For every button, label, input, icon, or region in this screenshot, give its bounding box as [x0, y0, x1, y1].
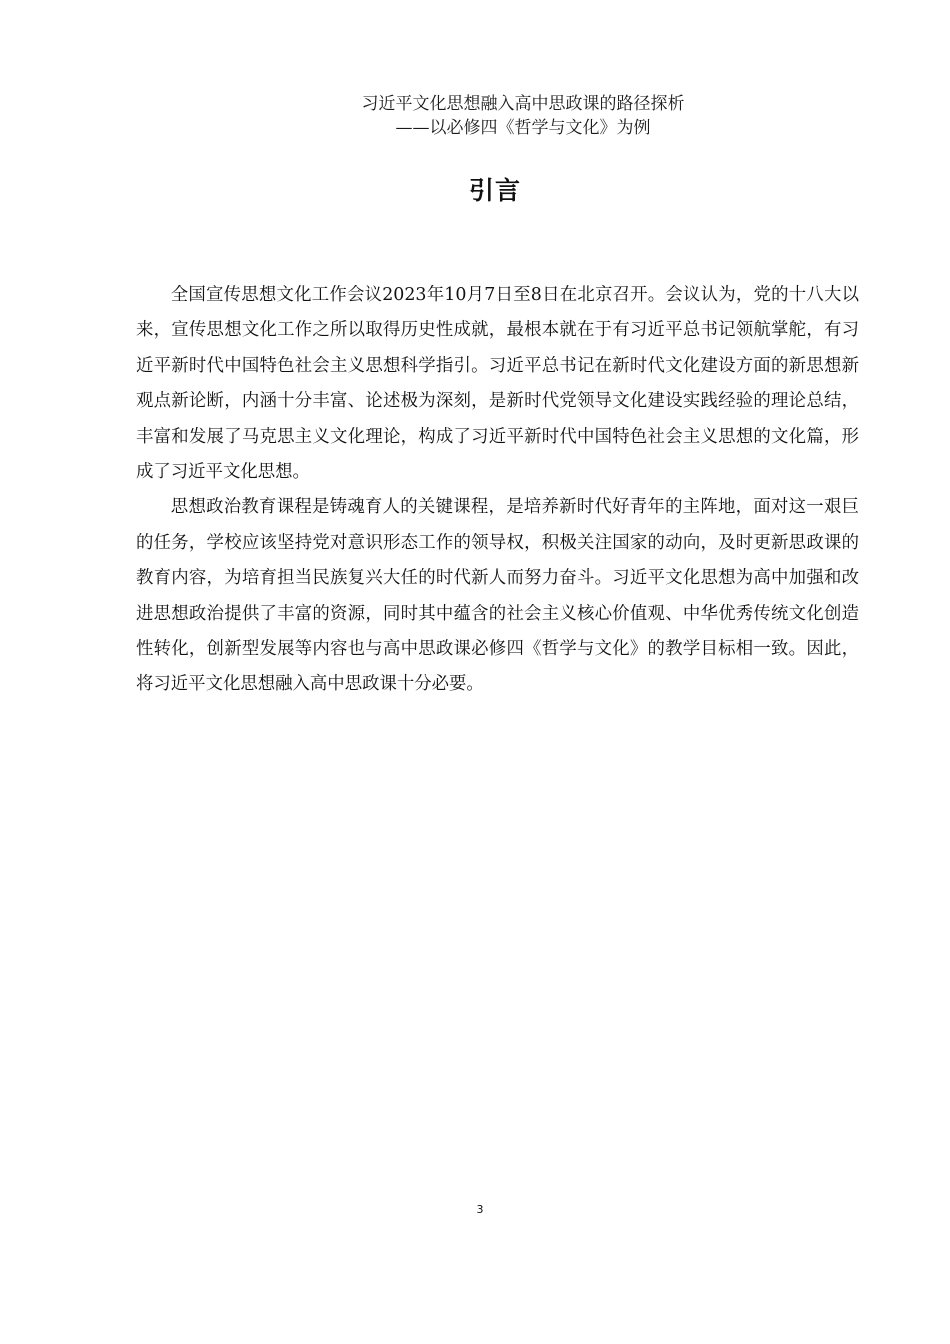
page-number: 3 [476, 1203, 484, 1216]
running-header [0, 92, 950, 140]
paragraph: 思想政治教育课程是铸魂育人的关键课程，是培养新时代好青年的主阵地，面对这一艰巨的任务，学校应该坚持党对意识形态工作的领导权，积极关注国家的动向，及时更新思政课的教育内容，为培育担当民族复兴大任的时代新人而努力奋斗。习近平文化思想为高中加强和改进思想政治提供了丰富的资源，同时其中蕴含的社会主义核心价值观、中华优秀传统文化创造性转化，创新型发展等内容也与高中思政课必修四《哲学与文化》的教学目标相一致。因此，将习近平文化思想融入高中思政课十分必要。 [136, 497, 859, 695]
section-heading: 引言 [468, 176, 521, 205]
document-title: 习近平文化思想融入高中思政课的路径探析 [361, 94, 685, 114]
body-text [136, 278, 859, 703]
paragraph: 全国宣传思想文化工作会议2023年10月7日至8日在北京召开。会议认为，党的十八大以来，宣传思想文化工作之所以取得历史性成就，最根本就在于有习近平总书记领航掌舵，有习近平新时代中国特色社会主义思想科学指引。习近平总书记在新时代文化建设方面的新思想新观点新论断，内涵十分丰富、论述极为深刻，是新时代党领导文化建设实践经验的理论总结，丰富和发展了马克思主义文化理论，构成了习近平新时代中国特色社会主义思想的文化篇，形成了习近平文化思想。 [136, 285, 859, 483]
document-subtitle: ——以必修四《哲学与文化》为例 [395, 118, 651, 138]
